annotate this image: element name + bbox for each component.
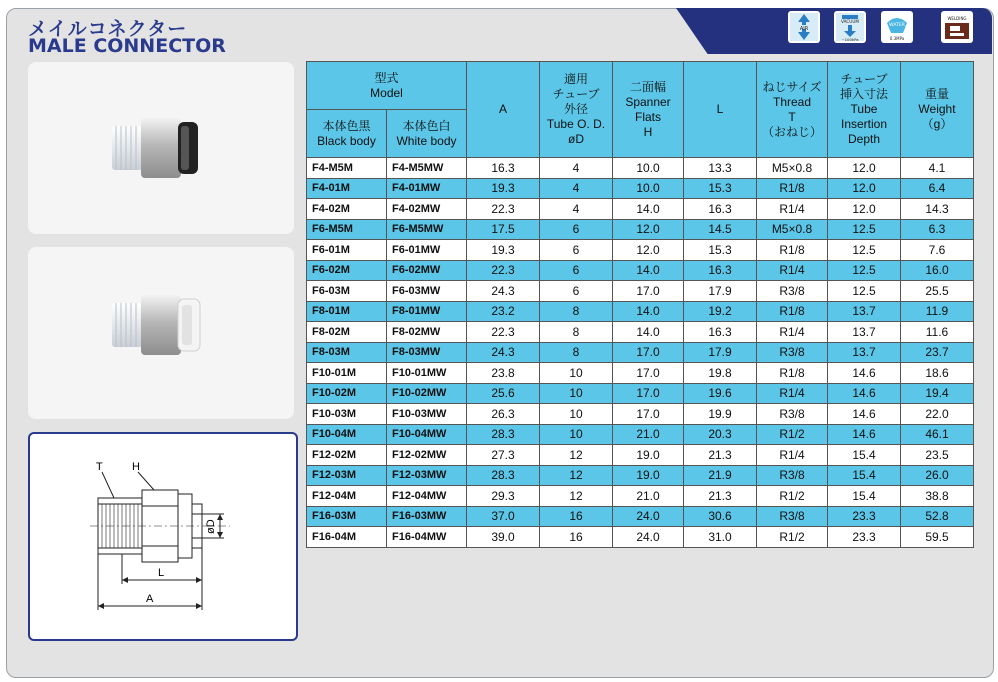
table-cell: F6-03M	[307, 281, 387, 302]
table-row	[307, 506, 974, 527]
table-cell: 17.0	[613, 404, 684, 425]
vacuum-icon-sub: ~100kPa	[841, 37, 859, 42]
table-row	[307, 486, 974, 507]
table-cell: R3/8	[757, 281, 828, 302]
header-white-body: 本体色白 White body	[387, 110, 467, 158]
welding-icon	[941, 11, 973, 43]
table-cell: 10.0	[613, 158, 684, 179]
table-cell: 12.5	[828, 240, 901, 261]
table-row	[307, 301, 974, 322]
table-row	[307, 404, 974, 425]
air-icon	[788, 11, 820, 43]
table-cell: R1/8	[757, 240, 828, 261]
label-A: A	[146, 593, 154, 605]
table-cell: 12	[540, 445, 613, 466]
table-row	[307, 260, 974, 281]
table-cell: R1/4	[757, 445, 828, 466]
header-insertion-depth: チューブ 挿入寸法 Tube Insertion Depth	[828, 62, 901, 158]
table-cell: F6-03MW	[387, 281, 467, 302]
table-cell: 18.6	[901, 363, 974, 384]
table-cell: 26.0	[901, 465, 974, 486]
table-cell: F12-02M	[307, 445, 387, 466]
table-cell: 31.0	[684, 527, 757, 548]
table-cell: 14.6	[828, 363, 901, 384]
table-cell: 15.4	[828, 465, 901, 486]
header-black-body: 本体色黒 Black body	[307, 110, 387, 158]
water-icon-sub: 0.3MPa	[889, 36, 905, 41]
table-cell: 6	[540, 240, 613, 261]
title-english: MALE CONNECTOR	[28, 35, 226, 57]
table-cell: F10-01MW	[387, 363, 467, 384]
table-cell: F16-03MW	[387, 506, 467, 527]
table-cell: F4-02MW	[387, 199, 467, 220]
table-cell: 17.9	[684, 342, 757, 363]
table-cell: 7.6	[901, 240, 974, 261]
product-photo-black	[28, 62, 294, 234]
table-cell: 14.5	[684, 219, 757, 240]
table-cell: F4-01M	[307, 178, 387, 199]
table-cell: 21.9	[684, 465, 757, 486]
table-cell: F10-01M	[307, 363, 387, 384]
table-cell: F10-03M	[307, 404, 387, 425]
table-cell: F8-03M	[307, 342, 387, 363]
table-cell: R1/8	[757, 301, 828, 322]
table-cell: F12-03MW	[387, 465, 467, 486]
table-cell: 17.0	[613, 383, 684, 404]
table-cell: R1/4	[757, 260, 828, 281]
table-cell: R1/2	[757, 486, 828, 507]
table-cell: 22.0	[901, 404, 974, 425]
vacuum-icon-label: VACUUM	[840, 19, 860, 24]
table-row	[307, 383, 974, 404]
table-cell: 19.9	[684, 404, 757, 425]
header-l: L	[684, 62, 757, 158]
table-cell: F16-04MW	[387, 527, 467, 548]
table-cell: 13.7	[828, 322, 901, 343]
table-cell: 14.6	[828, 404, 901, 425]
table-cell: F8-02M	[307, 322, 387, 343]
table-cell: 19.2	[684, 301, 757, 322]
table-row	[307, 363, 974, 384]
table-cell: R3/8	[757, 465, 828, 486]
table-cell: 4	[540, 158, 613, 179]
table-cell: 13.7	[828, 342, 901, 363]
table-cell: F10-02MW	[387, 383, 467, 404]
product-photo-white	[28, 247, 294, 419]
table-cell: 52.8	[901, 506, 974, 527]
table-row	[307, 424, 974, 445]
table-cell: 19.0	[613, 465, 684, 486]
label-L: L	[158, 567, 165, 579]
table-cell: 10	[540, 424, 613, 445]
table-row	[307, 219, 974, 240]
table-cell: 23.3	[828, 527, 901, 548]
title-japanese: メイルコネクター	[28, 18, 188, 40]
table-cell: 12.0	[828, 178, 901, 199]
table-cell: 21.0	[613, 486, 684, 507]
table-cell: 30.6	[684, 506, 757, 527]
table-cell: F12-04M	[307, 486, 387, 507]
header-spanner-flats: 二面幅 Spanner Flats H	[613, 62, 684, 158]
table-cell: 23.7	[901, 342, 974, 363]
table-cell: F12-04MW	[387, 486, 467, 507]
table-cell: 6	[540, 219, 613, 240]
table-cell: 17.0	[613, 342, 684, 363]
table-cell: 23.5	[901, 445, 974, 466]
table-cell: 15.3	[684, 178, 757, 199]
table-cell: 19.6	[684, 383, 757, 404]
table-cell: R3/8	[757, 506, 828, 527]
table-cell: 19.3	[467, 178, 540, 199]
table-cell: 15.3	[684, 240, 757, 261]
table-row	[307, 465, 974, 486]
table-cell: 46.1	[901, 424, 974, 445]
table-cell: 16	[540, 506, 613, 527]
table-cell: 28.3	[467, 465, 540, 486]
table-cell: 26.3	[467, 404, 540, 425]
table-cell: F4-M5MW	[387, 158, 467, 179]
table-cell: 37.0	[467, 506, 540, 527]
table-cell: 11.9	[901, 301, 974, 322]
table-cell: R3/8	[757, 404, 828, 425]
table-cell: 15.4	[828, 445, 901, 466]
table-cell: 14.6	[828, 424, 901, 445]
table-cell: 23.2	[467, 301, 540, 322]
table-cell: 10.0	[613, 178, 684, 199]
table-cell: 13.7	[828, 301, 901, 322]
table-cell: 21.3	[684, 486, 757, 507]
table-cell: R1/8	[757, 363, 828, 384]
table-row	[307, 240, 974, 261]
header-thread: ねじサイズ Thread T （おねじ）	[757, 62, 828, 158]
table-cell: 14.0	[613, 260, 684, 281]
table-cell: F4-02M	[307, 199, 387, 220]
table-cell: 10	[540, 404, 613, 425]
table-cell: 15.4	[828, 486, 901, 507]
table-cell: 12.0	[828, 158, 901, 179]
table-cell: 19.4	[901, 383, 974, 404]
table-cell: R1/4	[757, 199, 828, 220]
air-icon-label: AIR	[799, 26, 809, 32]
table-cell: 59.5	[901, 527, 974, 548]
table-cell: 20.3	[684, 424, 757, 445]
table-cell: R1/2	[757, 527, 828, 548]
table-row	[307, 199, 974, 220]
label-T: T	[96, 461, 103, 473]
table-cell: 12.5	[828, 260, 901, 281]
table-cell: 6	[540, 281, 613, 302]
table-cell: F6-M5M	[307, 219, 387, 240]
table-cell: 4	[540, 178, 613, 199]
table-cell: 23.3	[828, 506, 901, 527]
table-cell: F4-01MW	[387, 178, 467, 199]
header-a: A	[467, 62, 540, 158]
table-cell: 12	[540, 486, 613, 507]
table-cell: F8-01M	[307, 301, 387, 322]
table-cell: F10-03MW	[387, 404, 467, 425]
table-cell: 4	[540, 199, 613, 220]
table-cell: F4-M5M	[307, 158, 387, 179]
header-tube-od: 適用 チューブ 外径 Tube O. D. øD	[540, 62, 613, 158]
table-cell: 14.0	[613, 301, 684, 322]
table-row	[307, 178, 974, 199]
table-cell: M5×0.8	[757, 158, 828, 179]
table-cell: F6-01M	[307, 240, 387, 261]
label-D: øD	[205, 519, 217, 534]
table-row	[307, 527, 974, 548]
table-cell: 28.3	[467, 424, 540, 445]
table-cell: 14.0	[613, 322, 684, 343]
table-cell: F12-03M	[307, 465, 387, 486]
table-cell: 11.6	[901, 322, 974, 343]
table-cell: 39.0	[467, 527, 540, 548]
table-cell: 6.3	[901, 219, 974, 240]
table-cell: F8-02MW	[387, 322, 467, 343]
vacuum-icon	[834, 11, 866, 43]
table-cell: 19.8	[684, 363, 757, 384]
table-cell: 23.8	[467, 363, 540, 384]
header-weight: 重量 Weight （g）	[901, 62, 974, 158]
table-cell: 10	[540, 383, 613, 404]
table-cell: 8	[540, 322, 613, 343]
header-model: 型式 Model	[307, 62, 467, 110]
table-cell: F6-01MW	[387, 240, 467, 261]
table-cell: 4.1	[901, 158, 974, 179]
table-cell: R1/4	[757, 322, 828, 343]
table-cell: 16.3	[684, 199, 757, 220]
water-icon-label: WATER	[889, 23, 905, 28]
table-cell: M5×0.8	[757, 219, 828, 240]
table-cell: R3/8	[757, 342, 828, 363]
table-cell: 19.0	[613, 445, 684, 466]
label-H: H	[132, 461, 140, 473]
table-cell: 8	[540, 301, 613, 322]
table-cell: 14.3	[901, 199, 974, 220]
dimension-drawing	[28, 432, 298, 641]
table-cell: 17.5	[467, 219, 540, 240]
table-cell: 12	[540, 465, 613, 486]
water-icon	[881, 11, 913, 43]
table-cell: 12.5	[828, 219, 901, 240]
table-cell: F12-02MW	[387, 445, 467, 466]
table-cell: 8	[540, 342, 613, 363]
table-cell: F10-02M	[307, 383, 387, 404]
table-cell: 24.0	[613, 527, 684, 548]
table-cell: 16.3	[684, 260, 757, 281]
table-cell: 22.3	[467, 260, 540, 281]
table-cell: R1/8	[757, 178, 828, 199]
table-cell: F8-01MW	[387, 301, 467, 322]
table-cell: 12.5	[828, 281, 901, 302]
table-cell: 17.9	[684, 281, 757, 302]
table-cell: 16.0	[901, 260, 974, 281]
table-cell: 24.3	[467, 342, 540, 363]
spec-table	[306, 61, 974, 548]
table-cell: F8-03MW	[387, 342, 467, 363]
table-cell: F6-M5MW	[387, 219, 467, 240]
table-cell: 14.6	[828, 383, 901, 404]
table-cell: 17.0	[613, 281, 684, 302]
table-cell: 14.0	[613, 199, 684, 220]
table-cell: 12.0	[828, 199, 901, 220]
table-cell: F6-02MW	[387, 260, 467, 281]
table-cell: 16.3	[684, 322, 757, 343]
table-cell: 24.0	[613, 506, 684, 527]
table-cell: 29.3	[467, 486, 540, 507]
table-row	[307, 281, 974, 302]
table-cell: 19.3	[467, 240, 540, 261]
table-cell: 12.0	[613, 219, 684, 240]
table-cell: F16-03M	[307, 506, 387, 527]
table-cell: 10	[540, 363, 613, 384]
table-cell: 25.6	[467, 383, 540, 404]
table-cell: F10-04M	[307, 424, 387, 445]
table-cell: 22.3	[467, 199, 540, 220]
table-cell: 6	[540, 260, 613, 281]
table-cell: 16.3	[467, 158, 540, 179]
table-cell: 6.4	[901, 178, 974, 199]
table-cell: 22.3	[467, 322, 540, 343]
table-cell: 12.0	[613, 240, 684, 261]
table-cell: 24.3	[467, 281, 540, 302]
table-row	[307, 445, 974, 466]
table-cell: 13.3	[684, 158, 757, 179]
table-cell: 21.0	[613, 424, 684, 445]
table-cell: 25.5	[901, 281, 974, 302]
table-cell: F6-02M	[307, 260, 387, 281]
table-cell: 27.3	[467, 445, 540, 466]
table-cell: 21.3	[684, 445, 757, 466]
table-cell: 16	[540, 527, 613, 548]
table-cell: R1/4	[757, 383, 828, 404]
table-cell: F10-04MW	[387, 424, 467, 445]
table-cell: R1/2	[757, 424, 828, 445]
welding-icon-label: WELDING	[947, 16, 967, 21]
table-row	[307, 158, 974, 179]
table-row	[307, 322, 974, 343]
table-cell: F16-04M	[307, 527, 387, 548]
table-cell: 38.8	[901, 486, 974, 507]
table-row	[307, 342, 974, 363]
table-cell: 17.0	[613, 363, 684, 384]
